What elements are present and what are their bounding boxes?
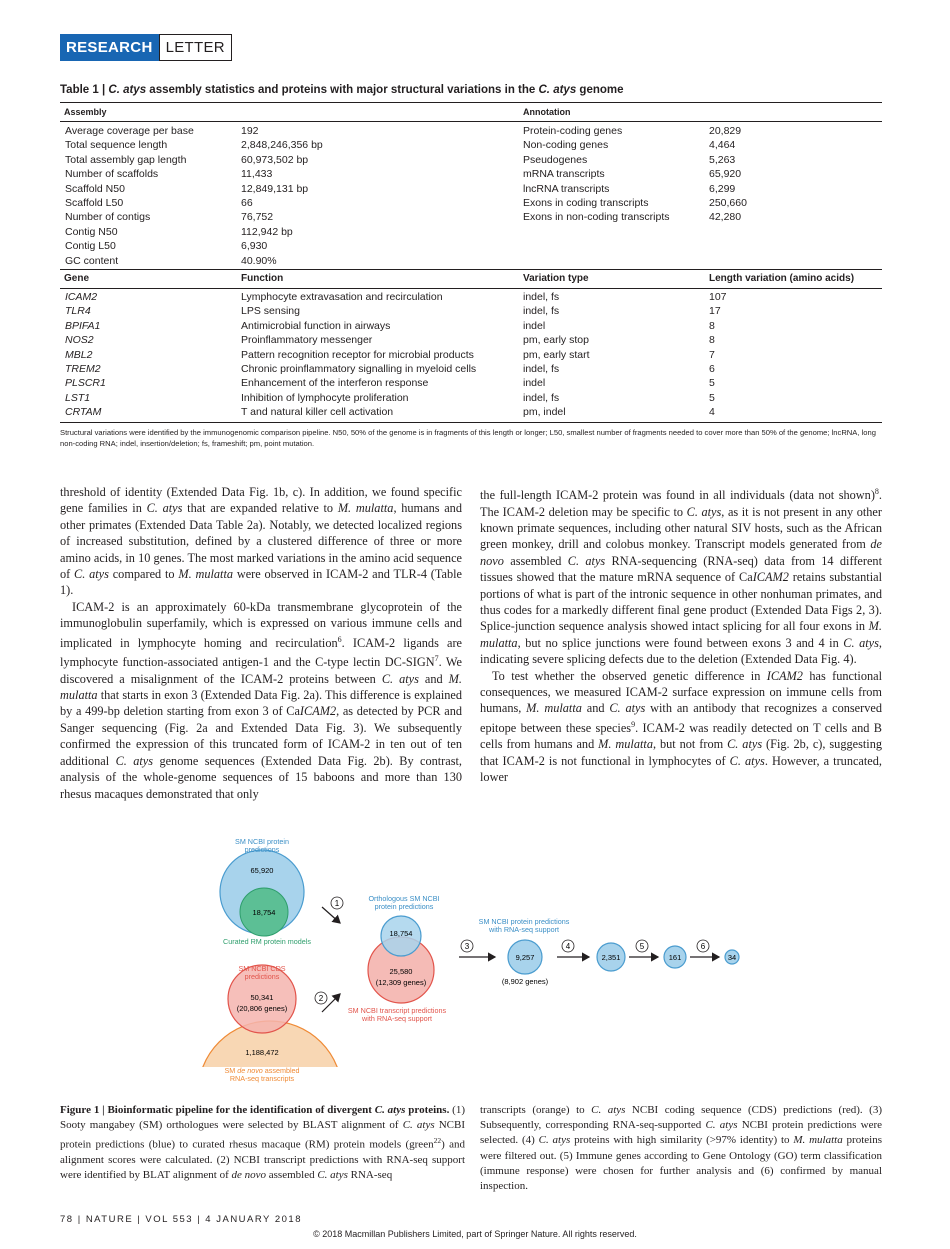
journal-header (60, 34, 232, 61)
length-variation: 5 (709, 391, 715, 404)
table-mid-rule (60, 269, 882, 270)
assembly-value: 12,849,131 bp (241, 182, 309, 195)
variation-type: indel, fs (523, 291, 560, 303)
research-label: RESEARCH (60, 34, 159, 61)
variation-type: indel, fs (523, 305, 560, 318)
assembly-label: Scaffold L50 (65, 197, 124, 209)
gene-function: Pattern recognition receptor for microbial products (241, 348, 474, 361)
value-8902-genes: (8,902 genes) (501, 977, 549, 986)
length-variation: 8 (709, 334, 715, 347)
annotation-label: lncRNA transcripts (523, 182, 610, 195)
gene-function: Lymphocyte extravasation and recirculation (241, 291, 443, 303)
variation-type: indel, fs (523, 363, 560, 375)
gene-function: Inhibition of lymphocyte proliferation (241, 391, 409, 404)
value-18754-b: 18,754 (389, 929, 413, 938)
variation-type: indel (523, 319, 546, 332)
length-variation: 7 (709, 348, 715, 361)
label-cds-2: predictions (244, 972, 280, 981)
length-variation: 5 (709, 377, 715, 390)
value-18754-a: 18,754 (252, 908, 276, 917)
letter-label: LETTER (159, 34, 232, 61)
gene-name: BPIFA1 (65, 319, 101, 332)
annotation-label: Exons in non-coding transcripts (523, 211, 670, 224)
label-sm-ncbi-protein-2: predictions (244, 845, 280, 854)
arrow-step-1 (322, 907, 340, 923)
step-3-number: 3 (464, 942, 470, 951)
gene-name: ICAM2 (65, 291, 98, 303)
label-curated-rm: Curated RM protein models (223, 937, 311, 946)
value-2351: 2,351 (601, 953, 621, 962)
gene-function: T and natural killer cell activation (241, 406, 394, 419)
length-variation: 17 (709, 305, 721, 318)
annotation-label: Protein-coding genes (523, 125, 623, 137)
variation-type: pm, early start (523, 348, 590, 361)
assembly-value: 40.90% (241, 254, 277, 267)
gene-name: TREM2 (65, 363, 101, 375)
variation-type: pm, early stop (523, 334, 589, 347)
gene-function: LPS sensing (241, 305, 300, 318)
gene-header-rule (60, 288, 882, 289)
assembly-label: Contig N50 (65, 225, 118, 238)
label-transcript-1: SM NCBI transcript predictions (347, 1006, 447, 1015)
assembly-value: 192 (241, 125, 259, 137)
label-rnaseq-support-2: with RNA-seq support (489, 925, 559, 934)
figure-caption-left: Figure 1 | Bioinformatic pipeline for the identification of divergent C. atys proteins. (1) Sooty mangabey (SM) orthologues were selected by BLAST alignment of C. atys NCBI protein predictions (blue) to curated rhesus macaque (RM) protein models (green$^{22}$) and alignment scores were calculated. (2) NCBI transcript predictions with RNA-seq support were identified by BLAT alignment of de novo assembled C. atys RNA-seq (60, 1104, 466, 1182)
gene-function: Proinflammatory messenger (241, 334, 373, 347)
gene-function: Chronic proinflammatory signalling in myeloid cells (241, 363, 477, 375)
label-cds-1: SM NCBI CDS (238, 964, 286, 973)
label-orthologous-2: protein predictions (374, 902, 434, 911)
gene-function: Antimicrobial function in airways (241, 319, 391, 332)
assembly-label: Total assembly gap length (65, 153, 187, 166)
page-footer: 78 | NATURE | VOL 553 | 4 JANUARY 2018 (60, 1214, 302, 1225)
label-sm-ncbi-protein-1: SM NCBI protein (235, 837, 289, 846)
value-20806-genes: (20,806 genes) (236, 1004, 288, 1013)
label-transcript-2: with RNA-seq support (362, 1014, 432, 1023)
annotation-value: 20,829 (709, 125, 742, 137)
value-9257: 9,257 (515, 953, 535, 962)
step-6-number: 6 (700, 942, 706, 951)
variation-type: indel, fs (523, 391, 560, 404)
variation-type: indel (523, 377, 546, 390)
right-paragraph-2: To test whether the observed genetic difference in ICAM2 has functional consequences, we measured ICAM-2 surface expression on immune cells from humans, M. mulatta and C. atys with an antibody that recognizes a conserved epitope between these species$^9$. ICAM-2 was readily detected on T cells and B cells from humans and M. mulatta, but not from C. atys (Fig. 2b, c), suggesting that ICAM-2 is not functional in lymphocytes of C. atys. However, a truncated, lower (480, 668, 882, 785)
table-bottom-rule (60, 422, 882, 423)
annotation-value: 5,263 (709, 153, 736, 166)
label-orthologous-1: Orthologous SM NCBI (368, 894, 440, 903)
annotation-value: 42,280 (709, 211, 742, 224)
length-variation: 107 (709, 291, 727, 303)
assembly-value: 76,752 (241, 211, 274, 224)
step-1-number: 1 (334, 899, 340, 908)
annotation-label: Non-coding genes (523, 139, 609, 152)
variation-type: pm, indel (523, 406, 566, 419)
value-12309-genes: (12,309 genes) (375, 978, 427, 987)
length-variation: 8 (709, 319, 715, 332)
annotation-value: 4,464 (709, 139, 736, 152)
assembly-value: 2,848,246,356 bp (241, 139, 323, 152)
annotation-header: Annotation (523, 107, 571, 117)
assembly-value: 11,433 (241, 168, 273, 181)
assembly-label: Scaffold N50 (65, 182, 125, 195)
variation-header: Variation type (523, 273, 589, 284)
annotation-value: 6,299 (709, 182, 736, 195)
gene-function: Enhancement of the interferon response (241, 377, 429, 390)
value-25580: 25,580 (389, 967, 413, 976)
gene-name: TLR4 (65, 305, 91, 318)
assembly-header: Assembly (64, 107, 107, 117)
left-column (60, 484, 462, 802)
value-1188472: 1,188,472 (245, 1048, 279, 1057)
label-denovo-2: RNA-seq transcripts (229, 1074, 295, 1083)
length-variation: 4 (709, 406, 715, 419)
annotation-label: Exons in coding transcripts (523, 197, 649, 209)
assembly-value: 60,973,502 bp (241, 153, 309, 166)
assembly-label: Contig L50 (65, 240, 116, 253)
label-rnaseq-support-1: SM NCBI protein predictions (478, 917, 570, 926)
value-34: 34 (727, 953, 737, 962)
step-5-number: 5 (639, 942, 645, 951)
left-paragraph-1: threshold of identity (Extended Data Fig. 1b, c). In addition, we found specific gene families in C. atys that are expanded relative to M. mulatta, humans and other primates (Extended Data Table 2a). Notably, we detected localized regions of increased substitution, defined by a clustered difference of three or more amino acids, in 10 genes. The most marked variations in the amino acid sequence of C. atys compared to M. mulatta were observed in ICAM-2 and TLR-4 (Table 1). (60, 485, 462, 598)
gene-name: LST1 (65, 391, 91, 404)
table-top-rule (60, 102, 882, 103)
gene-name: NOS2 (65, 334, 94, 347)
label-denovo-1: SM de novo assembled (224, 1066, 300, 1075)
table-footnote: Structural variations were identified by the immunogenomic comparison pipeline. N50, 50% of the genome is in fragments of this length or longer; L50, smallest number of fragments needed to cover more than 50% of the genome; lncRNA, long non-coding RNA; indel, insertion/deletion; fs, frameshift; pm, point mutation. (60, 428, 876, 448)
assembly-value: 112,942 bp (241, 225, 293, 238)
table-header-rule (60, 121, 882, 122)
annotation-label: Pseudogenes (523, 153, 588, 166)
function-header: Function (241, 273, 284, 284)
annotation-label: mRNA transcripts (523, 168, 605, 181)
annotation-value: 250,660 (709, 197, 747, 209)
assembly-label: Number of scaffolds (65, 168, 159, 181)
right-column (480, 484, 882, 786)
value-161: 161 (668, 953, 682, 962)
gene-name: PLSCR1 (65, 377, 106, 390)
assembly-value: 66 (241, 197, 253, 209)
denovo-transcripts-circle (198, 1021, 342, 1100)
figure-1-pipeline-diagram (0, 825, 950, 1100)
step-2-number: 2 (318, 994, 324, 1003)
right-paragraph-1: the full-length ICAM-2 protein was found in all individuals (data not shown)$^8$. The ICAM-2 deletion may be specific to C. atys, as it is not present in any other known primate sequences, including other natural SIV hosts, such as the African green monkey, drill and colobus monkey. Transcript models generated from de novo assembled C. atys RNA-sequencing (RNA-seq) data from 14 different tissues showed that the mature mRNA sequence of CaICAM2 retains substantial portions of what is part of the intronic sequence in other nonhuman primates, and thus codes for a markedly different final gene product (Extended Data Figs 2, 3). Splice-junction sequence analysis showed intact splicing for all four exons in M. mulatta, but no splice junctions were found between exons 3 and 4 in C. atys, indicating severe splicing defects due to the deletion (Extended Data Fig. 4). (480, 487, 882, 667)
copyright: © 2018 Macmillan Publishers Limited, part of Springer Nature. All rights reserved. (313, 1229, 637, 1239)
length-variation: 6 (709, 363, 715, 375)
length-header: Length variation (amino acids) (709, 273, 855, 284)
assembly-label: Total sequence length (65, 139, 168, 152)
gene-header: Gene (64, 273, 90, 284)
step-4-number: 4 (565, 942, 571, 951)
assembly-label: Average coverage per base (65, 125, 194, 137)
assembly-label: Number of contigs (65, 211, 151, 224)
annotation-value: 65,920 (709, 168, 742, 181)
left-paragraph-2: ICAM-2 is an approximately 60-kDa transmembrane glycoprotein of the immunoglobulin superfamily, which is expressed on various immune cells and implicated in lymphocyte homing and recirculation$^6$. ICAM-2 ligands are lymphocyte function-associated antigen-1 and the C-type lectin DC-SIGN$^7$. We discovered a misalignment of the ICAM-2 proteins between C. atys and M. mulatta that starts in exon 3 (Extended Data Fig. 2a). This difference is explained by a 499-bp deletion starting from exon 3 of CaICAM2, as detected by PCR and Sanger sequencing (Fig. 2a and Extended Data Fig. 3). We subsequently confirmed the expression of this truncated form of ICAM-2 in ten out of ten additional C. atys genome sequences (Extended Data Fig. 2b). By contrast, analysis of the whole-genome sequences of 15 baboons and more than 130 rhesus macaques demonstrated that only (60, 599, 462, 801)
value-50341: 50,341 (250, 993, 274, 1002)
assembly-label: GC content (65, 254, 119, 267)
value-65920: 65,920 (250, 866, 274, 875)
figure-caption-right: transcripts (orange) to C. atys NCBI coding sequence (CDS) predictions (red). (3) Subsequently, corresponding RNA-seq-supported C. atys NCBI protein predictions were selected. (4) C. atys proteins with high similarity (>97% identity) to M. mulatta proteins were filtered out. (5) Immune genes according to Gene Ontology (GO) term classification (immune response) were chosen for further analysis and (6) confirmed by manual inspection. (480, 1104, 882, 1193)
gene-name: CRTAM (65, 406, 102, 419)
assembly-value: 6,930 (241, 240, 268, 253)
gene-name: MBL2 (65, 348, 93, 361)
table-caption: Table 1 | C. atys assembly statistics and proteins with major structural variations in the C. atys genome (60, 84, 624, 96)
